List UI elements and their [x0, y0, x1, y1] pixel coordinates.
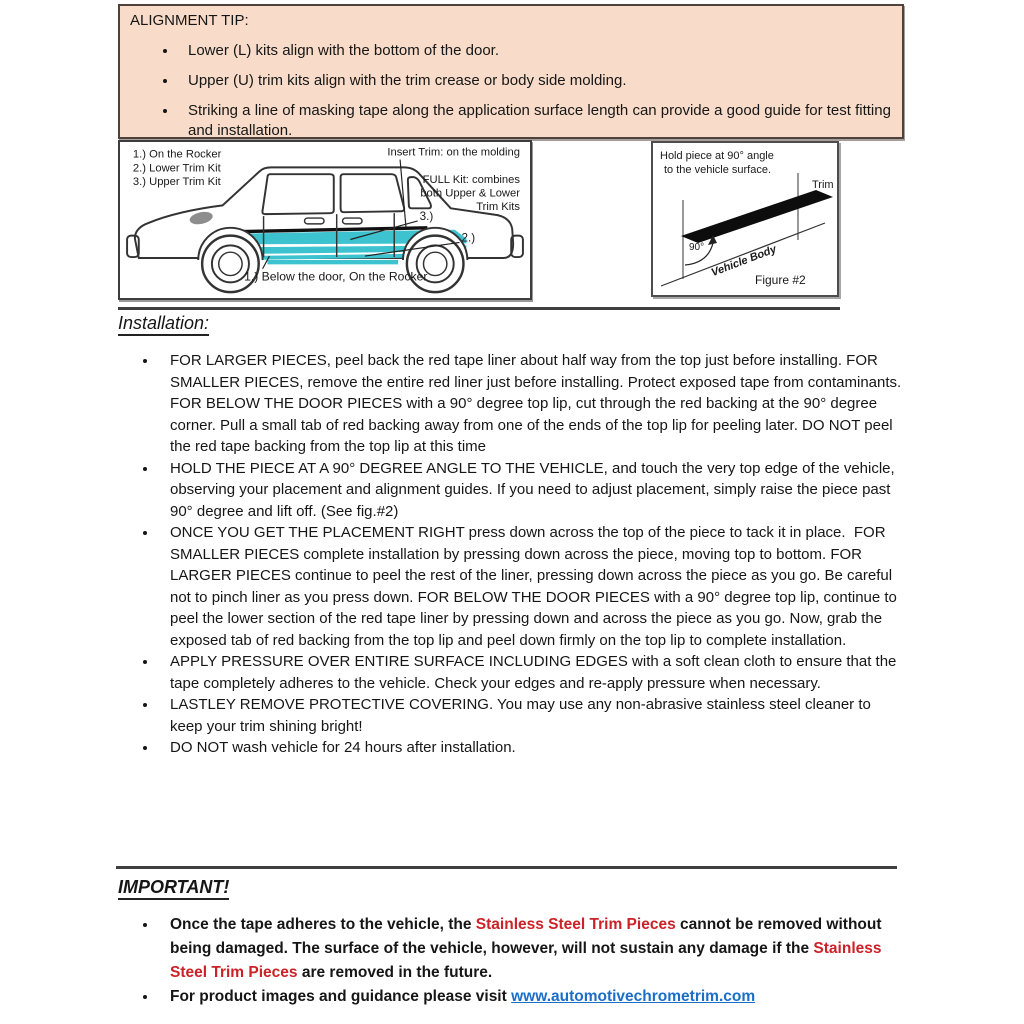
alignment-tip-box	[118, 4, 904, 139]
figure2-caption-1: Hold piece at 90° angle	[660, 150, 774, 162]
alignment-tip-list	[130, 41, 892, 141]
list-item: • HOLD THE PIECE AT A 90° DEGREE ANGLE TO THE VEHICLE, and touch the very top edge of the vehicle, observing your placement and alignment guides. If you need to adjust placement, simply raise the piece past 90° degree and lift off. (See fig.#2)	[158, 458, 905, 523]
list-item: • Upper (U) trim kits align with the trim crease or body side molding.	[178, 71, 892, 91]
list-item: • ONCE YOU GET THE PLACEMENT RIGHT press down across the top of the piece to tack it in place. FOR SMALLER PIECES complete installation by pressing down across the piece, moving top to bottom. FOR LARGER PIECES continue to peel the rest of the liner, pressing down across the piece as you go. Be careful not to pinch liner as you press down. FOR BELOW THE DOOR PIECES with a 90° degree top lip, continue to peel the lower section of the red tape liner by pressing down and across the piece as you go. Now, grab the exposed tab of red backing from the top lip and peel down firmly on the top lip to complete installation.	[158, 522, 905, 651]
list-item	[158, 985, 905, 1009]
figure2-caption-2: to the vehicle surface.	[664, 164, 772, 176]
installation-heading: Installation:	[118, 312, 905, 334]
figure2-diagram	[653, 143, 837, 295]
vehicle-body-label: Vehicle Body	[709, 243, 779, 280]
list-item: • LASTLEY REMOVE PROTECTIVE COVERING. You may use any non-abrasive stainless steel cleaner to keep your trim shining bright!	[158, 694, 905, 737]
text-segment: Stainless Steel Trim Pieces	[475, 916, 676, 933]
car-diagram-figure	[120, 142, 530, 298]
important-heading: IMPORTANT!	[118, 876, 905, 898]
full-kit-line-2: both Upper & Lower	[420, 187, 520, 200]
car-diagram-box	[118, 140, 532, 300]
angle-label: 90°	[689, 242, 705, 253]
list-item: • DO NOT wash vehicle for 24 hours after installation.	[158, 737, 905, 759]
full-kit-line-1: FULL Kit: combines	[422, 173, 520, 186]
important-section	[118, 876, 905, 1009]
external-link[interactable]: www.automotivechrometrim.com	[511, 988, 756, 1005]
trim-piece-shape	[681, 190, 833, 243]
text-segment: For product images and guidance please visit	[170, 988, 512, 1005]
callout-2-label: 2.)	[461, 231, 476, 245]
text-segment: Once the tape adheres to the vehicle, the	[170, 916, 476, 933]
rocker-label: 1.) Below the door, On the Rocker	[244, 269, 428, 284]
figure2-box	[651, 141, 839, 297]
section-divider	[116, 866, 897, 869]
full-kit-line-3: Trim Kits	[476, 201, 520, 214]
legend-line-2: 2.) Lower Trim Kit	[132, 162, 221, 175]
list-item: • APPLY PRESSURE OVER ENTIRE SURFACE INCLUDING EDGES with a soft clean cloth to ensure that the tape completely adheres to the vehicle. Check your edges and re-apply pressure when necessary.	[158, 651, 905, 694]
rocker-trim-stripe	[267, 260, 398, 264]
installation-list	[118, 350, 905, 759]
text-segment: cannot be removed without being damaged. The surface of the vehicle, however, will not sustain any damage if the	[170, 916, 882, 957]
list-item: • Striking a line of masking tape along the application surface length can provide a good guide for test fitting and installation.	[178, 101, 892, 141]
important-list	[118, 913, 905, 1009]
callout-3-label: 3.)	[419, 210, 434, 223]
list-item: • Lower (L) kits align with the bottom of the door.	[178, 41, 892, 61]
legend-line-3: 3.) Upper Trim Kit	[132, 175, 221, 188]
text-segment: are removed in the future.	[297, 964, 493, 981]
figure2-caption-label: Figure #2	[755, 273, 806, 287]
insert-trim-label: Insert Trim: on the molding	[387, 146, 520, 159]
trim-label: Trim	[812, 179, 834, 191]
list-item	[158, 913, 905, 985]
alignment-tip-title: ALIGNMENT TIP:	[130, 12, 249, 29]
legend-line-1: 1.) On the Rocker	[132, 148, 222, 161]
text-segment: Stainless Steel Trim Pieces	[170, 940, 882, 981]
installation-section	[118, 312, 905, 759]
list-item: • FOR LARGER PIECES, peel back the red tape liner about half way from the top just before installing. FOR SMALLER PIECES, remove the entire red liner just before installing. Protect exposed tape from contaminants. FOR BELOW THE DOOR PIECES with a 90° degree top lip, cut through the red backing at the 90° degree corner. Pull a small tab of red backing away from one of the ends of the top lip for peeling later. DO NOT peel the red tape backing from the top lip at this time	[158, 350, 905, 458]
diagram-bottom-rule	[118, 307, 840, 310]
